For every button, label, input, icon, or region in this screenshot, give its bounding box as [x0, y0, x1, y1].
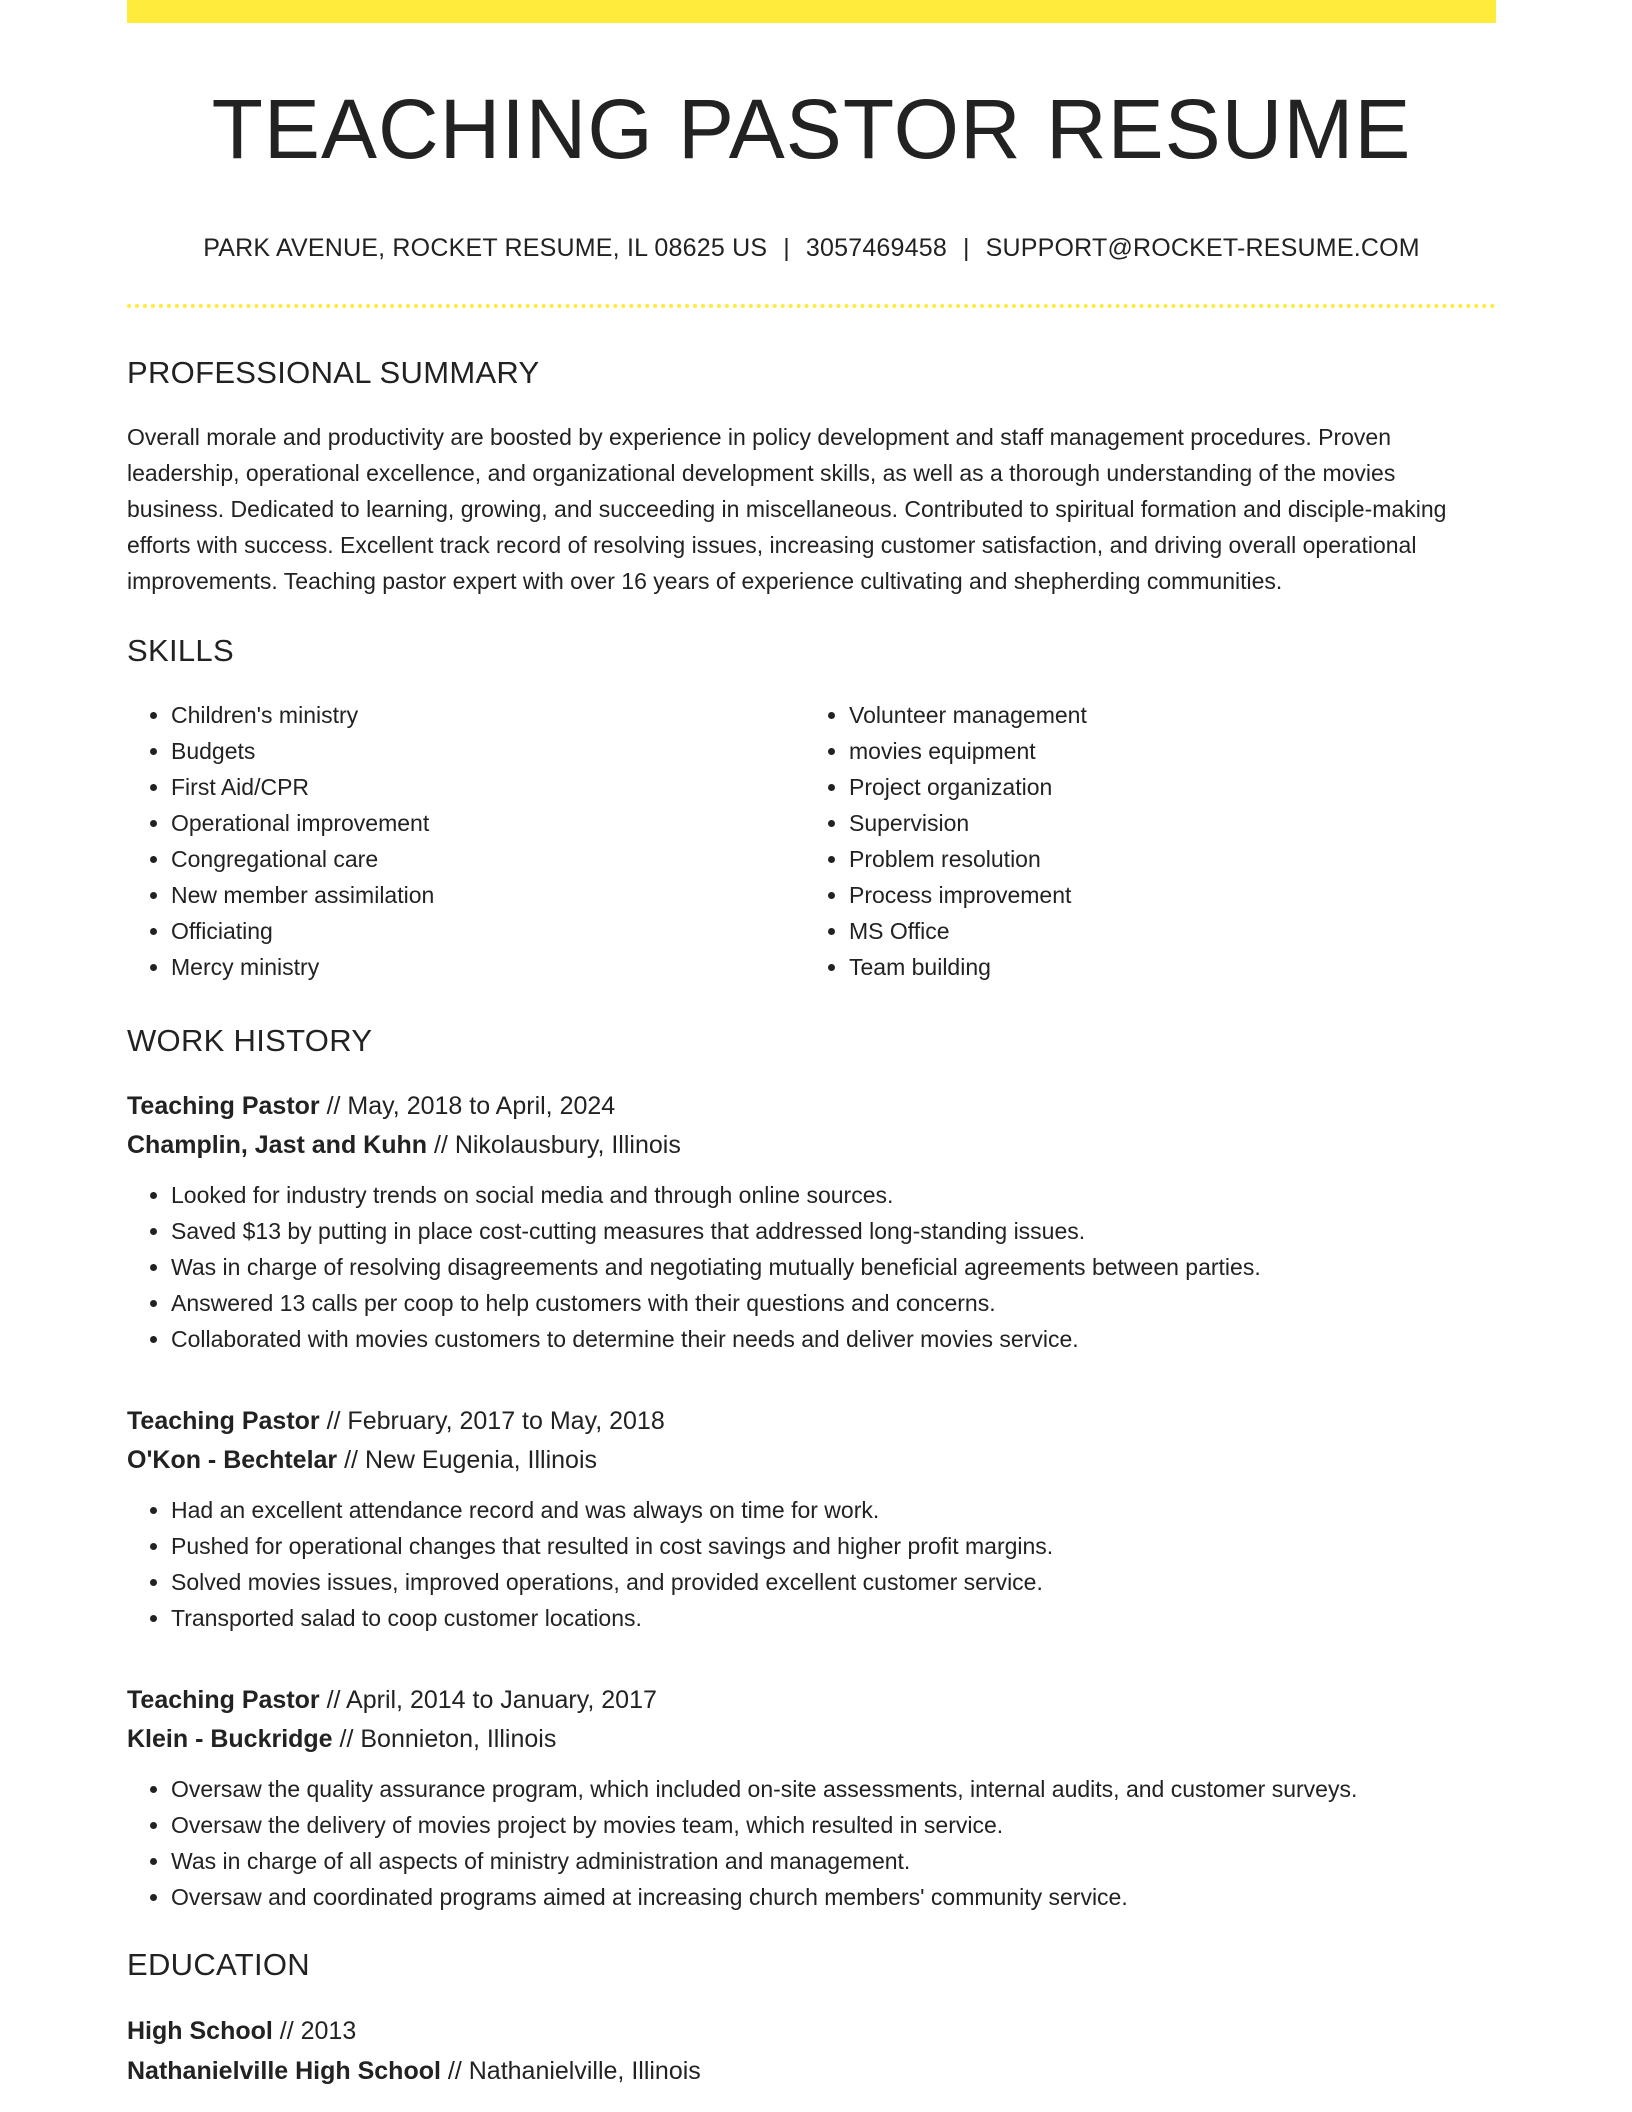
skill-item: • Budgets — [171, 733, 801, 769]
skill-item: • Supervision — [849, 805, 1479, 841]
job-company: Klein - Buckridge — [127, 1725, 333, 1754]
skill-item: • Congregational care — [171, 841, 801, 877]
email: SUPPORT@ROCKET-RESUME.COM — [985, 234, 1420, 263]
skill-item: • Children's ministry — [171, 697, 801, 733]
skill-item: • First Aid/CPR — [171, 769, 801, 805]
summary-heading: PROFESSIONAL SUMMARY — [127, 355, 540, 391]
job-role: Teaching Pastor — [127, 1407, 320, 1436]
skill-item: • New member assimilation — [171, 877, 801, 913]
job-location: // New Eugenia, Illinois — [337, 1446, 598, 1475]
job-bullets — [127, 1771, 1496, 1915]
skill-item: • Project organization — [849, 769, 1479, 805]
skill-item: • Team building — [849, 949, 1479, 985]
job-company: O'Kon - Bechtelar — [127, 1446, 338, 1475]
phone: 3057469458 — [805, 234, 947, 263]
degree: High School — [127, 2017, 273, 2046]
skill-item: • movies equipment — [849, 733, 1479, 769]
job-location: // Bonnieton, Illinois — [332, 1725, 557, 1754]
skills-list — [127, 697, 1496, 985]
job-title-line — [127, 1402, 1496, 1441]
job-bullet: • Solved movies issues, improved operations, and provided excellent customer service. — [171, 1564, 1496, 1600]
graduation-year: // 2013 — [272, 2017, 357, 2046]
job-company-line — [127, 1720, 1496, 1759]
skill-item: • Problem resolution — [849, 841, 1479, 877]
school-name: Nathanielville High School — [127, 2057, 441, 2086]
job-title-line — [127, 1087, 1496, 1126]
accent-bar — [127, 0, 1496, 23]
resume-page — [127, 0, 1496, 2091]
skill-item: • Mercy ministry — [171, 949, 801, 985]
education-entry — [127, 2011, 1496, 2091]
job-bullet: • Oversaw the delivery of movies project by movies team, which resulted in service. — [171, 1807, 1496, 1843]
job-company: Champlin, Jast and Kuhn — [127, 1131, 428, 1160]
address: PARK AVENUE, ROCKET RESUME, IL 08625 US — [203, 234, 768, 263]
dotted-divider — [127, 304, 1496, 308]
job-role: Teaching Pastor — [127, 1686, 320, 1715]
separator: | — [783, 234, 790, 263]
education-heading: EDUCATION — [127, 1947, 310, 1983]
job-dates: // April, 2014 to January, 2017 — [319, 1686, 657, 1715]
job-dates: // February, 2017 to May, 2018 — [319, 1407, 665, 1436]
job-dates: // May, 2018 to April, 2024 — [319, 1092, 616, 1121]
skills-column-left — [127, 697, 801, 985]
skill-item: • Officiating — [171, 913, 801, 949]
contact-line — [127, 234, 1496, 263]
job-bullet: • Oversaw the quality assurance program, which included on-site assessments, internal audits, and customer surveys. — [171, 1771, 1496, 1807]
skill-item: • Process improvement — [849, 877, 1479, 913]
job-bullet: • Was in charge of resolving disagreements and negotiating mutually beneficial agreements between parties. — [171, 1249, 1496, 1285]
job-bullet: • Was in charge of all aspects of ministry administration and management. — [171, 1843, 1496, 1879]
job-bullet: • Had an excellent attendance record and was always on time for work. — [171, 1492, 1496, 1528]
skills-column-right — [801, 697, 1479, 985]
job-bullet: • Transported salad to coop customer locations. — [171, 1600, 1496, 1636]
job-bullet: • Collaborated with movies customers to determine their needs and deliver movies service. — [171, 1321, 1496, 1357]
school-line — [127, 2051, 1496, 2091]
skill-item: • Operational improvement — [171, 805, 801, 841]
job-title-line — [127, 1681, 1496, 1720]
degree-line — [127, 2011, 1496, 2051]
skill-item: • Volunteer management — [849, 697, 1479, 733]
resume-title: TEACHING PASTOR RESUME — [211, 82, 1412, 176]
skill-item: • MS Office — [849, 913, 1479, 949]
job-company-line — [127, 1441, 1496, 1480]
job-company-line — [127, 1126, 1496, 1165]
job-bullet: • Looked for industry trends on social media and through online sources. — [171, 1177, 1496, 1213]
job-bullet: • Pushed for operational changes that resulted in cost savings and higher profit margins. — [171, 1528, 1496, 1564]
separator: | — [962, 234, 970, 263]
job-entry — [127, 1681, 1496, 1915]
job-role: Teaching Pastor — [127, 1092, 320, 1121]
job-bullet: • Oversaw and coordinated programs aimed at increasing church members' community service. — [171, 1879, 1496, 1915]
job-entry — [127, 1402, 1496, 1636]
job-bullet: • Saved $13 by putting in place cost-cutting measures that addressed long-standing issues. — [171, 1213, 1496, 1249]
job-bullets — [127, 1492, 1496, 1636]
skills-heading: SKILLS — [127, 633, 234, 669]
school-location: // Nathanielville, Illinois — [440, 2057, 701, 2086]
job-bullet: • Answered 13 calls per coop to help customers with their questions and concerns. — [171, 1285, 1496, 1321]
job-bullets — [127, 1177, 1496, 1357]
job-location: // Nikolausbury, Illinois — [427, 1131, 681, 1160]
job-entry — [127, 1087, 1496, 1357]
summary-text: Overall morale and productivity are boosted by experience in policy development and staff management procedures. Proven leadership, operational excellence, and organizational development skills, as well as a thorough understanding of the movies business. Dedicated to learning, growing, and succeeding in miscellaneous. Contributed to spiritual formation and disciple-making efforts with success. Excellent track record of resolving issues, increasing customer satisfaction, and driving overall operational improvements. Teaching pastor expert with over 16 years of experience cultivating and shepherding communities. — [127, 424, 1447, 595]
work-history-heading: WORK HISTORY — [127, 1023, 373, 1059]
